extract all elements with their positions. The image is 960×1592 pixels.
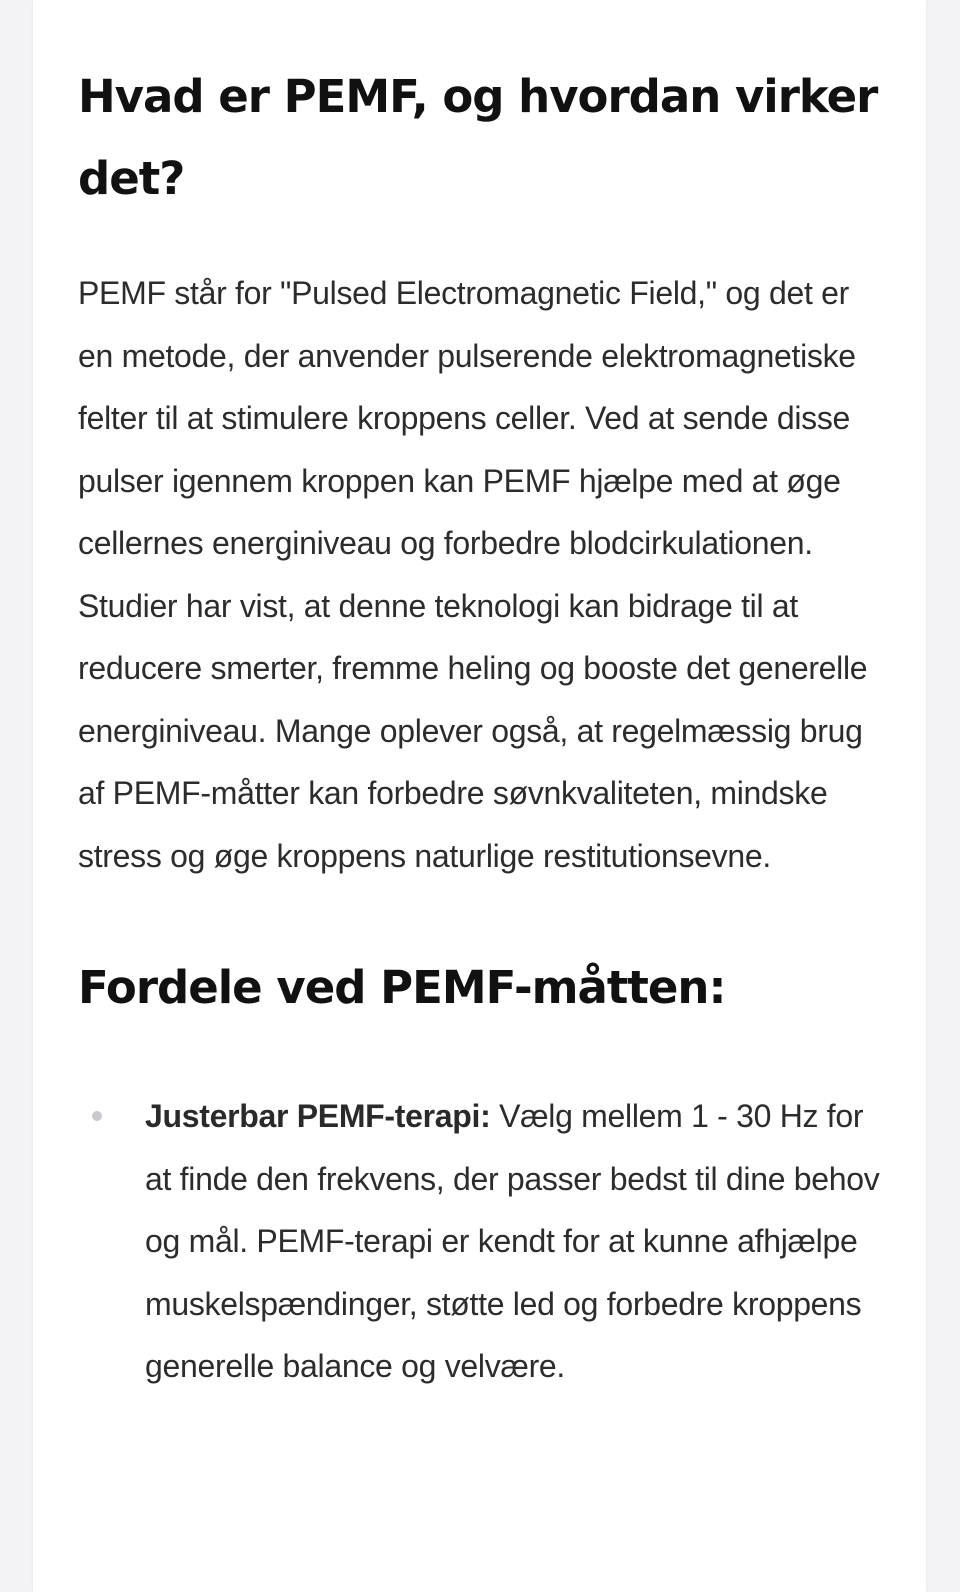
article-content <box>78 56 888 1398</box>
section-heading-what-is-pemf: Hvad er PEMF, og hvordan virker det? <box>78 70 878 205</box>
bullet-dot-icon <box>92 1111 102 1121</box>
section-heading-benefits: Fordele ved PEMF-måtten: <box>78 961 726 1014</box>
benefit-text: Vælg mellem 1 - 30 Hz for at finde den frekvens, der passer bedst til dine behov og mål. PEMF-terapi er kendt for at kunne afhjælpe muskelspændinger, støtte led og forbedre kroppens generelle balance og velvære. <box>145 1098 880 1384</box>
benefit-title: Justerbar PEMF-terapi: <box>145 1098 491 1134</box>
benefits-list <box>78 1085 888 1398</box>
list-item <box>78 1085 888 1398</box>
intro-paragraph: PEMF står for "Pulsed Electromagnetic Field," og det er en metode, der anvender pulserende elektromagnetiske felter til at stimulere kroppens celler. Ved at sende disse pulser igennem kroppen kan PEMF hjælpe med at øge cellernes energiniveau og forbedre blodcirkulationen. Studier har vist, at denne teknologi kan bidrage til at reducere smerter, fremme heling og booste det generelle energiniveau. Mange oplever også, at regelmæssig brug af PEMF-måtter kan forbedre søvnkvaliteten, mindske stress og øge kroppens naturlige restitutionsevne. <box>78 275 868 874</box>
